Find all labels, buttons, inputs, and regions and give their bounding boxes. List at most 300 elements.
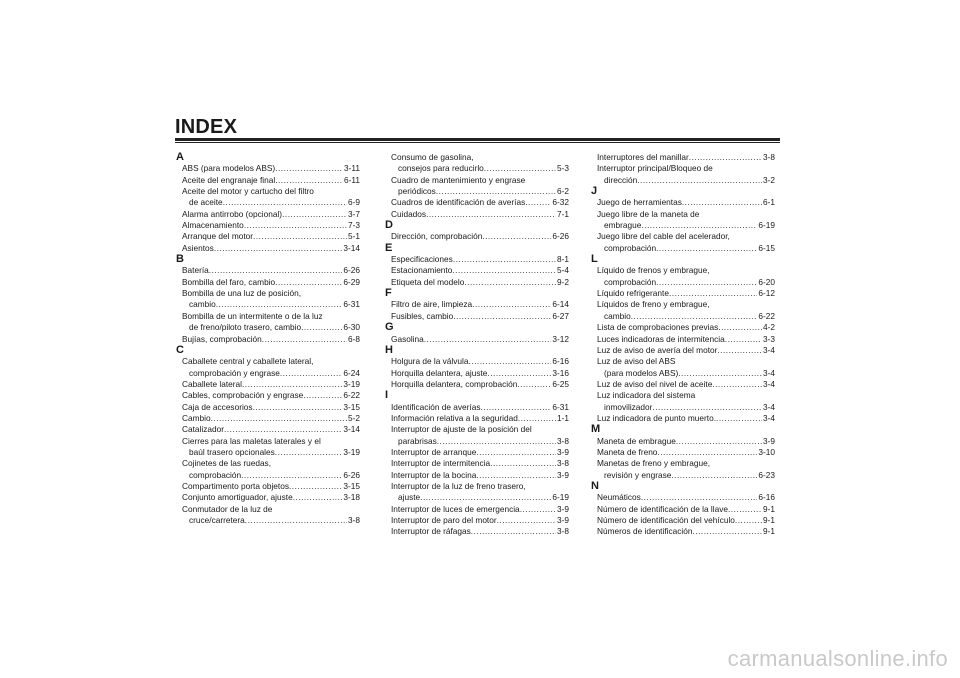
page-number: 6-24 <box>343 367 360 378</box>
page-number: 3-9 <box>557 469 569 480</box>
index-entry-text: Estacionamiento <box>391 265 453 276</box>
index-entry-text: Cierres para las maletas laterales y el <box>182 435 321 446</box>
index-entry <box>384 402 569 413</box>
dot-leader <box>676 436 762 447</box>
dot-leader <box>484 163 556 174</box>
index-entry-text: Bombilla de una luz de posición, <box>182 288 301 299</box>
index-entry-text: Almacenamiento <box>182 220 244 231</box>
index-entry-text: periódicos <box>398 186 436 197</box>
page-number: 6-12 <box>758 288 775 299</box>
index-entry <box>175 186 360 209</box>
index-entry-text: Cuadro de mantenimiento y engrase <box>391 174 526 185</box>
dot-leader <box>424 334 552 345</box>
index-entry <box>175 311 360 334</box>
page-number: 3-8 <box>348 515 360 525</box>
index-entry-leader <box>597 322 775 333</box>
index-entry-text: revisión y engrase <box>604 469 672 480</box>
index-entry <box>175 436 360 459</box>
index-entry-text: Luz indicadora de punto muerto. <box>597 412 717 423</box>
index-entry-text: consejos para reducirlo <box>398 163 484 174</box>
page-number: 6-19 <box>758 220 775 231</box>
page-number: 3-4 <box>763 367 775 378</box>
dot-leader <box>437 436 556 447</box>
index-entry-leader <box>182 209 360 220</box>
index-entry-text: Cambio <box>182 412 211 423</box>
page-number: 5-1 <box>348 231 360 242</box>
index-entry-text: Bujías, comprobación <box>182 333 262 344</box>
index-entry <box>175 402 360 413</box>
index-entry <box>590 334 775 345</box>
page-number: 3-9 <box>557 503 569 514</box>
index-entry <box>175 424 360 435</box>
index-entry <box>175 334 360 345</box>
index-entry-leader <box>597 288 775 299</box>
dot-leader <box>735 515 762 526</box>
page-number: 6-14 <box>552 299 569 310</box>
index-entry-leader <box>182 220 360 231</box>
index-entry-text: Cuadros de identificación de averías <box>391 197 526 208</box>
index-entry-text: Etiqueta del modelo <box>391 276 465 287</box>
dot-leader <box>656 243 757 254</box>
index-entry <box>590 504 775 515</box>
index-entry-leader <box>391 254 569 265</box>
index-entry <box>175 265 360 276</box>
index-entry-text: embrague <box>604 220 642 231</box>
index-entry-leader <box>391 436 569 447</box>
index-entry <box>590 356 775 379</box>
index-entry-text: Número de identificación del vehículo <box>597 515 735 525</box>
index-entry-leader <box>182 390 360 401</box>
index-entry <box>590 436 775 447</box>
page-number: 6-32 <box>552 197 569 208</box>
index-entry-text: ABS (para modelos ABS) <box>182 163 276 174</box>
page-number: 6-16 <box>552 356 569 367</box>
index-entry-text: Caballete central y caballete lateral, <box>182 356 314 367</box>
index-entry <box>384 458 569 469</box>
dot-leader <box>214 243 343 254</box>
index-entry-text: Aceite del motor y cartucho del filtro <box>182 186 314 197</box>
index-entry-leader <box>182 175 360 186</box>
page-number: 3-16 <box>552 367 569 378</box>
index-entry-text: Cojinetes de las ruedas, <box>182 458 272 469</box>
index-entry <box>590 458 775 481</box>
index-entry-text: Aceite del engranaje final <box>182 174 276 185</box>
index-entry <box>175 356 360 379</box>
index-entry-text: cambio <box>604 310 631 321</box>
index-entry <box>384 470 569 481</box>
index-entry <box>590 413 775 424</box>
index-entry <box>384 515 569 526</box>
index-entry-leader <box>391 265 569 276</box>
index-entry <box>384 447 569 458</box>
index-entry-text: de aceite <box>189 197 223 208</box>
page-number: 6-26 <box>552 231 569 242</box>
index-entry-text: Asientos <box>182 242 214 253</box>
index-entry <box>384 152 569 175</box>
page-number: 6-9 <box>348 197 360 208</box>
index-entry-text: comprobación y engrase <box>189 367 280 378</box>
dot-leader <box>216 299 343 310</box>
page-number: 5-2 <box>348 412 360 423</box>
page-number: 3-3 <box>763 333 775 344</box>
index-entry-text: ajuste <box>398 492 421 503</box>
page-number: 3-4 <box>763 344 775 355</box>
page-number: 6-16 <box>758 492 775 503</box>
index-entry-text: Conmutador de la luz de <box>182 503 273 514</box>
index-entry <box>590 197 775 208</box>
dot-leader <box>301 322 342 333</box>
index-entry <box>590 447 775 458</box>
index-entry-text: Maneta de freno <box>597 446 658 457</box>
index-entry <box>384 299 569 310</box>
index-entry <box>175 458 360 481</box>
dot-leader <box>637 175 762 186</box>
page-number: 3-8 <box>557 435 569 446</box>
index-letter-heading: B <box>176 253 184 266</box>
index-entry-leader <box>391 163 569 174</box>
page-number: 6-1 <box>763 197 775 208</box>
page-number: 6-11 <box>344 174 360 185</box>
index-entry-leader <box>597 197 775 208</box>
dot-leader <box>497 515 556 526</box>
page-number: 9-1 <box>763 503 775 514</box>
index-entry-leader <box>182 402 360 413</box>
dot-leader <box>453 311 551 322</box>
index-entry-leader <box>391 311 569 322</box>
dot-leader <box>242 379 342 390</box>
dot-leader <box>652 402 762 413</box>
index-entry <box>590 152 775 163</box>
dot-leader <box>718 322 762 333</box>
index-entry <box>384 504 569 515</box>
dot-leader <box>275 175 343 186</box>
index-entry-leader <box>597 334 775 345</box>
page-number: 6-31 <box>552 401 569 412</box>
index-entry-leader <box>597 402 775 413</box>
index-letter-heading: E <box>385 241 393 254</box>
dot-leader <box>289 481 342 492</box>
index-entry-leader <box>597 436 775 447</box>
page-number: 3-8 <box>763 152 775 162</box>
index-entry-text: Luz de aviso del nivel de aceite <box>597 378 713 389</box>
index-entry-text: Holgura de la válvula <box>391 356 469 367</box>
index-entry-leader <box>182 481 360 492</box>
index-entry-leader <box>182 413 360 424</box>
index-entry-text: Caja de accesorios <box>182 401 253 412</box>
index-entry-leader <box>391 356 569 367</box>
index-entry-leader <box>391 209 569 220</box>
page-number: 6-2 <box>557 186 569 197</box>
index-letter-heading: C <box>176 343 184 356</box>
index-entry <box>590 526 775 537</box>
index-entry <box>590 288 775 299</box>
page-number: 7-1 <box>557 208 569 219</box>
index-entry-text: Neumáticos <box>597 492 641 503</box>
index-entry-text: Cables, comprobación y engrase <box>182 390 304 401</box>
index-letter-heading: J <box>591 185 598 198</box>
dot-leader <box>725 334 762 345</box>
index-entry-leader <box>597 368 775 379</box>
index-entry-text: comprobación <box>604 276 657 287</box>
title-rule-thin <box>175 142 780 143</box>
title-rule <box>175 138 780 141</box>
index-column-2 <box>384 152 569 538</box>
index-entry-leader <box>597 526 775 537</box>
index-entry-leader <box>182 492 360 503</box>
index-entry-text: Catalizador <box>182 424 224 435</box>
index-entry-leader <box>597 220 775 231</box>
page-number: 6-8 <box>348 333 360 344</box>
index-entry-leader <box>597 379 775 390</box>
dot-leader <box>293 492 343 503</box>
page-number: 6-15 <box>758 242 775 253</box>
index-entry-leader <box>182 368 360 379</box>
index-entry-leader <box>391 458 569 469</box>
index-entry-text: Batería <box>182 265 209 276</box>
index-entry-leader <box>391 334 569 345</box>
index-letter-heading: N <box>591 479 599 492</box>
index-entry-text: Interruptores del manillar <box>597 152 689 162</box>
dot-leader <box>657 447 757 458</box>
index-entry-text: Juego libre de la maneta de <box>597 208 700 219</box>
page-number: 6-26 <box>343 265 360 276</box>
page-number: 9-1 <box>763 526 775 537</box>
index-entry-leader <box>182 447 360 458</box>
index-entry <box>590 322 775 333</box>
dot-leader <box>641 492 758 503</box>
dot-leader <box>282 209 347 220</box>
index-entry-text: Interruptor de intermitencia <box>391 458 491 469</box>
index-entry-leader <box>391 231 569 242</box>
index-entry-leader <box>391 368 569 379</box>
index-letter-heading: A <box>176 151 184 163</box>
page-number: 3-12 <box>552 333 569 344</box>
index-entry <box>384 481 569 504</box>
index-entry-leader <box>182 322 360 333</box>
index-entry-leader <box>182 243 360 254</box>
index-entry <box>384 197 569 208</box>
dot-leader <box>275 163 343 174</box>
index-entry-text: Interruptor de arranque <box>391 446 477 457</box>
index-entry-text: comprobación <box>604 242 657 253</box>
index-entry <box>175 288 360 311</box>
index-entry-text: Maneta de embrague <box>597 435 676 446</box>
index-entry <box>175 492 360 503</box>
index-entry <box>384 231 569 242</box>
index-entry-leader <box>597 504 775 515</box>
index-entry <box>175 379 360 390</box>
index-entry <box>384 413 569 424</box>
dot-leader <box>453 254 556 265</box>
page-number: 3-8 <box>557 526 569 537</box>
index-entry <box>175 413 360 424</box>
page-number: 6-22 <box>343 390 360 401</box>
index-entry-text: dirección <box>604 174 638 185</box>
dot-leader <box>464 277 556 288</box>
index-entry <box>590 379 775 390</box>
index-entry-leader <box>391 515 569 526</box>
index-entry <box>384 311 569 322</box>
dot-leader <box>303 390 342 401</box>
page-number: 3-19 <box>343 446 360 457</box>
index-entry-text: baúl trasero opcionales <box>189 446 275 457</box>
index-entry <box>590 492 775 503</box>
page-number: 3-18 <box>343 492 360 503</box>
index-entry-text: Conjunto amortiguador, ajuste <box>182 492 293 503</box>
index-entry <box>175 243 360 254</box>
index-entry <box>384 254 569 265</box>
index-entry-text: Líquidos de freno y embrague, <box>597 299 710 310</box>
index-column-1 <box>175 152 360 526</box>
index-entry <box>175 163 360 174</box>
dot-leader <box>244 220 347 231</box>
index-letter-heading: D <box>385 219 393 232</box>
index-entry-text: Interruptor de luces de emergencia <box>391 503 520 514</box>
index-letter-heading: G <box>385 321 394 334</box>
index-entry-leader <box>597 311 775 322</box>
index-entry-text: Alarma antirrobo (opcional) <box>182 208 283 219</box>
index-entry-text: inmovilizador <box>604 401 653 412</box>
index-entry-text: Bombilla del faro, cambio <box>182 276 276 287</box>
index-entry-leader <box>391 299 569 310</box>
index-entry-leader <box>182 265 360 276</box>
index-entry <box>175 209 360 220</box>
index-entry-text: Luz indicadora del sistema <box>597 390 696 401</box>
index-entry-text: Cuidados <box>391 208 427 219</box>
index-entry-text: Filtro de aire, limpieza <box>391 299 473 310</box>
index-entry <box>590 515 775 526</box>
index-entry-leader <box>182 163 360 174</box>
index-entry-text: Líquido refrigerante <box>597 288 669 299</box>
dot-leader <box>476 447 556 458</box>
page-number: 6-29 <box>343 276 360 287</box>
dot-leader <box>275 447 343 458</box>
index-entry <box>590 345 775 356</box>
page-number: 6-20 <box>758 276 775 287</box>
index-entry-text: Luz de aviso del ABS <box>597 356 676 367</box>
dot-leader <box>692 526 762 537</box>
dot-leader <box>728 504 762 515</box>
index-entry <box>175 175 360 186</box>
page-number: 3-15 <box>343 401 360 412</box>
page-number: 3-11 <box>344 163 360 174</box>
page-number: 6-27 <box>552 310 569 321</box>
index-entry-leader <box>182 515 360 526</box>
index-entry-text: Juego libre del cable del acelerador, <box>597 231 730 242</box>
index-entry-leader <box>391 379 569 390</box>
dot-leader <box>482 231 551 242</box>
page-number: 8-1 <box>557 254 569 265</box>
index-entry-leader <box>391 186 569 197</box>
index-entry-leader <box>391 197 569 208</box>
index-entry-text: Interruptor de ajuste de la posición del <box>391 424 532 435</box>
dot-leader <box>280 368 343 379</box>
page-number: 3-4 <box>763 378 775 389</box>
page-number: 6-26 <box>343 469 360 480</box>
index-entry <box>384 526 569 537</box>
dot-leader <box>689 152 762 163</box>
page-number: 6-22 <box>758 310 775 321</box>
dot-leader <box>436 186 556 197</box>
index-entry <box>175 504 360 527</box>
index-entry-leader <box>391 470 569 481</box>
page-number: 9-1 <box>763 515 775 525</box>
index-entry-leader <box>182 379 360 390</box>
index-entry-text: (para modelos ABS) <box>604 367 679 378</box>
index-entry-text: parabrisas <box>398 435 437 446</box>
dot-leader <box>525 197 551 208</box>
dot-leader <box>517 379 551 390</box>
index-entry-leader <box>597 515 775 526</box>
index-entry <box>384 356 569 367</box>
index-entry-text: Juego de herramientas <box>597 197 682 208</box>
index-entry-text: Bombilla de un intermitente o de la luz <box>182 310 323 321</box>
dot-leader <box>717 345 762 356</box>
dot-leader <box>472 299 551 310</box>
page-number: 6-25 <box>552 378 569 389</box>
index-entry-text: Horquilla delantera, comprobación <box>391 378 518 389</box>
dot-leader <box>262 334 347 345</box>
dot-leader <box>712 379 762 390</box>
index-letter-heading: H <box>385 343 393 356</box>
index-entry-text: Gasolina <box>391 333 424 344</box>
index-entry-text: Horquilla delantera, ajuste <box>391 367 488 378</box>
dot-leader <box>468 356 551 367</box>
index-entry <box>384 277 569 288</box>
dot-leader <box>671 470 757 481</box>
watermark: carmanualsonline.info <box>727 646 948 671</box>
index-entry <box>175 231 360 242</box>
dot-leader <box>224 424 342 435</box>
page-number: 3-19 <box>343 378 360 389</box>
index-entry <box>384 334 569 345</box>
page-number: 3-14 <box>343 424 360 435</box>
dot-leader <box>253 402 343 413</box>
index-letter-heading: M <box>591 423 601 436</box>
dot-leader <box>426 209 556 220</box>
index-entry <box>175 390 360 401</box>
index-column-3 <box>590 152 775 538</box>
index-entry-text: Interruptor de ráfagas <box>391 526 471 537</box>
page-number: 6-23 <box>758 469 775 480</box>
page-number: 3-4 <box>763 412 775 423</box>
page-number: 6-30 <box>343 322 360 333</box>
index-entry <box>590 390 775 413</box>
index-entry <box>590 299 775 322</box>
dot-leader <box>223 197 347 208</box>
index-entry-leader <box>597 345 775 356</box>
index-entry-leader <box>391 413 569 424</box>
index-entry <box>384 368 569 379</box>
page-number: 5-3 <box>557 163 569 174</box>
dot-leader <box>211 413 347 424</box>
dot-leader <box>682 197 762 208</box>
index-entry-text: Arranque del motor <box>182 231 254 242</box>
index-entry-leader <box>182 470 360 481</box>
index-entry <box>590 265 775 288</box>
page-number: 3-14 <box>343 242 360 253</box>
index-entry <box>384 424 569 447</box>
index-entry-text: Información relativa a la seguridad <box>391 412 518 423</box>
index-entry-text: de freno/piloto trasero, cambio <box>189 322 302 333</box>
page-number: 6-19 <box>552 492 569 503</box>
index-entry-text: Lista de comprobaciones previas <box>597 322 719 333</box>
index-entry-leader <box>182 424 360 435</box>
index-entry-text: Consumo de gasolina, <box>391 152 474 162</box>
dot-leader <box>716 413 762 424</box>
index-entry-leader <box>391 277 569 288</box>
page-number: 3-7 <box>348 208 360 219</box>
